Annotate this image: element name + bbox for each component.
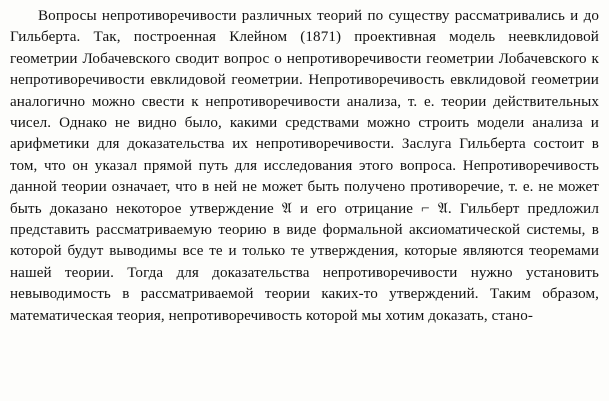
paragraph: Вопросы непротиворечивости различных теорий по существу рассматривались и до Гильберта. Так, построенная Клейном (1871) проективная модель неевклидовой геометрии Лобачевского сводит вопрос о непротиворечивости геометрии Лобачевского к непротиворечивости евклидовой геометрии. Непротиворечивость евклидовой геометрии аналогично можно свести к непротиворечивости анализа, т. е. теории действительных чисел. Однако не видно было, какими средствами можно строить модели анализа и арифметики для доказательства их непротиворечивости. Заслуга Гильберта состоит в том, что он указал прямой путь для исследования этого вопроса. Непротиворечивость данной теории означает, что в ней не может быть получено противоречие, т. е. не может быть доказано некоторое утверждение 𝔄 и его отрицание ⌐ 𝔄. Гильберт предложил представить рассматриваемую теорию в виде формальной аксиоматической системы, в которой будут выводимы все те и только те утверждения, которые являются теоремами нашей теории. Тогда для доказательства непротиворечивости нужно установить невыводимость в рассматриваемой теории каких-то утверждений. Таким образом, математическая теория, непротиворечивость которой мы хотим доказать, стано- xyxy=(10,8,599,324)
body-text-block xyxy=(10,6,599,327)
